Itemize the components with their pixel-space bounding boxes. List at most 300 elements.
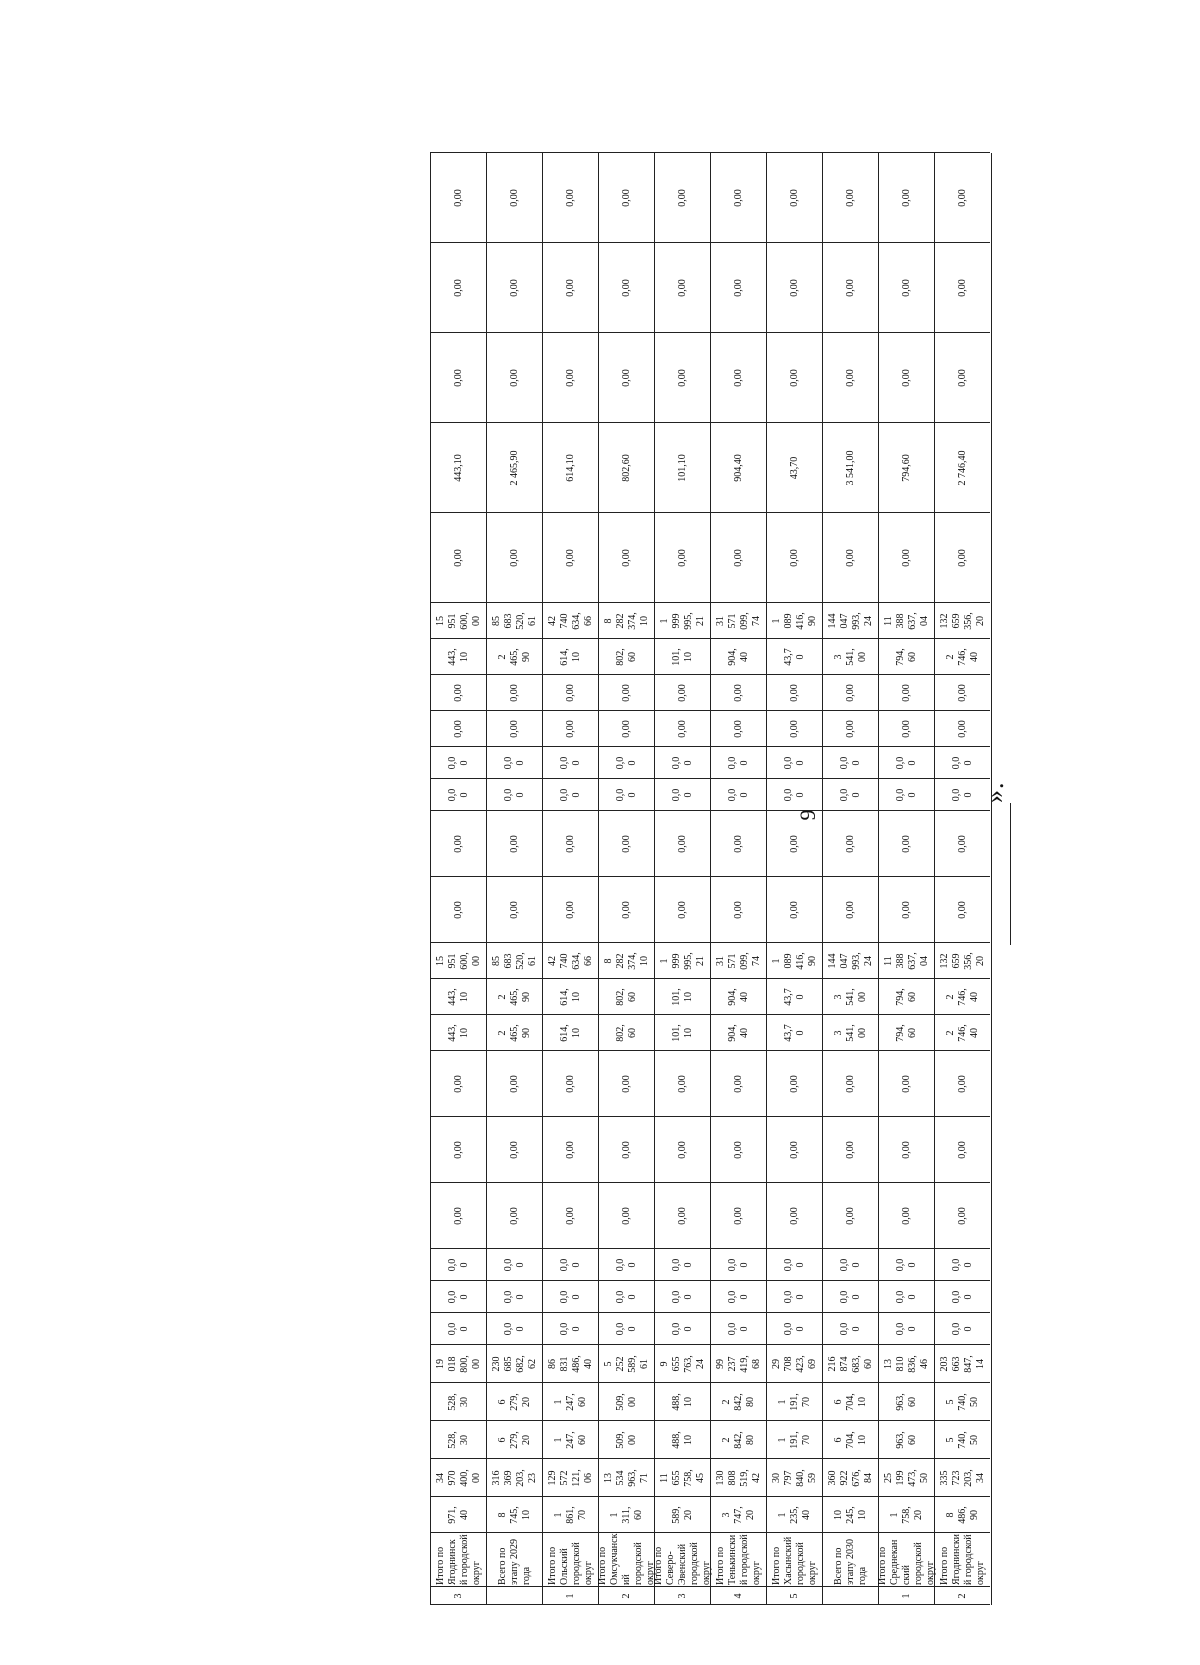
value-cell: 528, 30 (447, 1393, 470, 1411)
value-cell: 0,00 (565, 901, 576, 919)
value-cell: 0,00 (733, 369, 744, 387)
column-divider (430, 422, 990, 423)
column-divider (430, 1532, 990, 1533)
value-cell: 0,00 (789, 1207, 800, 1225)
value-cell: 0,00 (677, 549, 688, 567)
value-cell: 0,00 (789, 1141, 800, 1159)
value-cell: 316 369 203, 23 (491, 1469, 538, 1487)
value-cell: 0,00 (789, 835, 800, 853)
value-cell: 0,00 (789, 684, 800, 702)
value-cell: 6 279, 20 (497, 1431, 532, 1449)
column-divider (430, 746, 990, 747)
value-cell: 904,40 (733, 454, 744, 482)
value-cell: 0,00 (733, 1141, 744, 1159)
value-cell: 0,0 0 (783, 1290, 806, 1304)
value-cell: 1 311, 60 (609, 1506, 644, 1524)
value-cell: 528, 30 (447, 1431, 470, 1449)
value-cell: 0,00 (901, 1207, 912, 1225)
value-cell: 42 740 634, 66 (547, 612, 594, 630)
value-cell: 0,0 0 (783, 788, 806, 802)
column-divider (430, 978, 990, 979)
value-cell: 0,00 (733, 189, 744, 207)
value-cell: 0,00 (621, 901, 632, 919)
value-cell: 904, 40 (727, 648, 750, 666)
value-cell: 614, 10 (559, 648, 582, 666)
value-cell: 0,0 0 (447, 788, 470, 802)
value-cell: 0,00 (845, 720, 856, 738)
value-cell: 2 465,90 (509, 450, 520, 486)
value-cell: 42 740 634, 66 (547, 952, 594, 970)
value-cell: 2 842, 80 (721, 1431, 756, 1449)
value-cell: 802, 60 (615, 648, 638, 666)
value-cell: 0,0 0 (895, 756, 918, 770)
value-cell: 3 541,00 (845, 450, 856, 486)
row-label: Итого по Северо- Эвенский городской округ (653, 1542, 712, 1585)
value-cell: 0,0 0 (615, 788, 638, 802)
value-cell: 2 746, 40 (945, 988, 980, 1006)
row-number (823, 1587, 879, 1605)
value-cell: 0,0 0 (447, 1290, 470, 1304)
value-cell: 0,00 (677, 189, 688, 207)
value-cell: 0,00 (565, 1207, 576, 1225)
value-cell: 3 541, 00 (833, 1024, 868, 1042)
value-cell: 443, 10 (447, 1024, 470, 1042)
column-divider (430, 1280, 990, 1281)
value-cell: 10 245, 10 (833, 1506, 868, 1524)
value-cell: 31 571 099, 74 (715, 612, 762, 630)
value-cell: 0,0 0 (671, 788, 694, 802)
value-cell: 0,00 (789, 279, 800, 297)
value-cell: 0,0 0 (671, 756, 694, 770)
value-cell: 794,60 (901, 454, 912, 482)
value-cell: 1 089 416, 90 (771, 612, 818, 630)
value-cell: 802,60 (621, 454, 632, 482)
value-cell: 0,0 0 (839, 1322, 862, 1336)
value-cell: 6 704, 10 (833, 1393, 868, 1411)
value-cell: 0,0 0 (839, 756, 862, 770)
value-cell: 963, 60 (895, 1431, 918, 1449)
column-divider (430, 1420, 990, 1421)
value-cell: 0,0 0 (503, 788, 526, 802)
value-cell: 0,0 0 (503, 1258, 526, 1272)
value-cell: 99 237 419, 68 (715, 1355, 762, 1373)
column-divider (430, 1344, 990, 1345)
value-cell: 8 486, 90 (945, 1506, 980, 1524)
value-cell: 0,00 (453, 1141, 464, 1159)
row-label: Итого по Ольский городской округ (547, 1542, 594, 1585)
value-cell: 5 740, 50 (945, 1431, 980, 1449)
value-cell: 0,00 (621, 549, 632, 567)
value-cell: 1 191, 70 (777, 1431, 812, 1449)
value-cell: 0,0 0 (671, 1290, 694, 1304)
value-cell: 0,00 (453, 369, 464, 387)
value-cell: 0,00 (957, 1075, 968, 1093)
value-cell: 0,00 (789, 901, 800, 919)
column-divider (430, 1458, 990, 1459)
value-cell: 0,00 (957, 189, 968, 207)
value-cell: 0,0 0 (559, 788, 582, 802)
row-number: 3 (453, 1593, 464, 1599)
value-cell: 3 541, 00 (833, 988, 868, 1006)
column-divider (430, 332, 990, 333)
value-cell: 0,00 (509, 1075, 520, 1093)
value-cell: 0,00 (733, 720, 744, 738)
value-cell: 0,00 (453, 549, 464, 567)
column-divider (430, 1586, 990, 1587)
column-divider (430, 638, 990, 639)
value-cell: 15 951 600, 00 (435, 612, 482, 630)
value-cell: 85 683 520, 61 (491, 952, 538, 970)
value-cell: 0,00 (509, 1141, 520, 1159)
value-cell: 1 089 416, 90 (771, 952, 818, 970)
value-cell: 0,00 (901, 1141, 912, 1159)
value-cell: 794, 60 (895, 988, 918, 1006)
value-cell: 1 247, 60 (553, 1393, 588, 1411)
value-cell: 0,00 (621, 720, 632, 738)
value-cell: 802, 60 (615, 988, 638, 1006)
value-cell: 0,00 (957, 369, 968, 387)
value-cell: 0,0 0 (447, 1258, 470, 1272)
row-number: 1 (565, 1593, 576, 1599)
value-cell: 0,00 (621, 1207, 632, 1225)
value-cell: 0,00 (677, 720, 688, 738)
column-divider (430, 602, 990, 603)
value-cell: 3 747, 20 (721, 1506, 756, 1524)
value-cell: 0,00 (677, 279, 688, 297)
value-cell: 0,0 0 (503, 756, 526, 770)
value-cell: 0,0 0 (671, 1322, 694, 1336)
value-cell: 19 018 800, 00 (435, 1355, 482, 1373)
value-cell: 129 572 121, 06 (547, 1469, 594, 1487)
value-cell: 0,00 (733, 901, 744, 919)
value-cell: 8 282 374, 10 (603, 612, 650, 630)
column-divider (430, 1248, 990, 1249)
value-cell: 130 808 519, 42 (715, 1469, 762, 1487)
value-cell: 0,00 (565, 279, 576, 297)
value-cell: 132 659 356, 20 (939, 612, 986, 630)
value-cell: 8 282 374, 10 (603, 952, 650, 970)
value-cell: 0,00 (453, 684, 464, 702)
column-divider (430, 876, 990, 877)
value-cell: 43,70 (789, 456, 800, 480)
value-cell: 0,00 (677, 835, 688, 853)
value-cell: 0,0 0 (615, 1322, 638, 1336)
column-divider (430, 512, 990, 513)
value-cell: 0,00 (509, 279, 520, 297)
value-cell: 0,0 0 (727, 1290, 750, 1304)
value-cell: 802, 60 (615, 1024, 638, 1042)
value-cell: 614,10 (565, 454, 576, 482)
column-divider (430, 152, 990, 153)
value-cell: 0,00 (453, 720, 464, 738)
value-cell: 0,00 (509, 369, 520, 387)
row-label: Итого по Ягоднински й городской округ (939, 1533, 986, 1585)
column-divider (430, 1496, 990, 1497)
column-divider (430, 1604, 990, 1605)
value-cell: 101, 10 (671, 1024, 694, 1042)
column-divider (430, 1182, 990, 1183)
value-cell: 0,00 (957, 1141, 968, 1159)
value-cell: 0,00 (845, 1141, 856, 1159)
rotated-page (0, 65, 1200, 1665)
value-cell: 0,00 (565, 189, 576, 207)
value-cell: 0,00 (621, 835, 632, 853)
value-cell: 0,00 (509, 720, 520, 738)
value-cell: 0,0 0 (839, 1258, 862, 1272)
value-cell: 31 571 099, 74 (715, 952, 762, 970)
value-cell: 443,10 (453, 454, 464, 482)
value-cell: 0,00 (509, 684, 520, 702)
value-cell: 589, 20 (671, 1506, 694, 1524)
value-cell: 1 999 995, 21 (659, 612, 706, 630)
column-divider (430, 674, 990, 675)
value-cell: 0,00 (901, 549, 912, 567)
value-cell: 0,0 0 (615, 756, 638, 770)
value-cell: 0,00 (453, 1075, 464, 1093)
value-cell: 1 247, 60 (553, 1431, 588, 1449)
value-cell: 0,00 (621, 1075, 632, 1093)
value-cell: 3 541, 00 (833, 648, 868, 666)
value-cell: 0,00 (621, 279, 632, 297)
value-cell: 794, 60 (895, 648, 918, 666)
value-cell: 0,00 (677, 1075, 688, 1093)
value-cell: 144 047 993, 24 (827, 952, 874, 970)
value-cell: 0,0 0 (895, 1290, 918, 1304)
value-cell: 0,0 0 (727, 1258, 750, 1272)
value-cell: 43,7 0 (783, 648, 806, 666)
table-row (598, 153, 655, 1605)
value-cell: 0,00 (565, 835, 576, 853)
value-cell: 13 534 963, 71 (603, 1469, 650, 1487)
value-cell: 0,00 (957, 549, 968, 567)
table-row (934, 153, 992, 1605)
value-cell: 101,10 (677, 454, 688, 482)
value-cell: 0,00 (901, 189, 912, 207)
row-number: 2 (621, 1593, 632, 1599)
value-cell: 8 745, 10 (497, 1506, 532, 1524)
closing-mark: ». (980, 781, 1009, 803)
column-divider (430, 942, 990, 943)
value-cell: 2 842, 80 (721, 1393, 756, 1411)
value-cell: 794, 60 (895, 1024, 918, 1042)
value-cell: 0,00 (621, 684, 632, 702)
value-cell: 0,00 (453, 835, 464, 853)
value-cell: 0,00 (901, 279, 912, 297)
column-divider (430, 1050, 990, 1051)
value-cell: 0,0 0 (895, 1258, 918, 1272)
value-cell: 101, 10 (671, 648, 694, 666)
value-cell: 0,00 (565, 1141, 576, 1159)
value-cell: 0,00 (677, 1141, 688, 1159)
value-cell: 335 723 203, 34 (939, 1469, 986, 1487)
value-cell: 0,00 (845, 369, 856, 387)
value-cell: 0,00 (957, 684, 968, 702)
value-cell: 0,00 (509, 835, 520, 853)
value-cell: 0,0 0 (895, 788, 918, 802)
value-cell: 0,00 (733, 835, 744, 853)
value-cell: 509, 00 (615, 1393, 638, 1411)
row-label: Итого по Тенькински й городской округ (715, 1534, 762, 1585)
table-row (486, 153, 543, 1605)
value-cell: 509, 00 (615, 1431, 638, 1449)
value-cell: 0,00 (845, 549, 856, 567)
row-number: 5 (789, 1593, 800, 1599)
value-cell: 144 047 993, 24 (827, 612, 874, 630)
closing-rule (1010, 803, 1011, 945)
value-cell: 0,00 (733, 1207, 744, 1225)
value-cell: 43,7 0 (783, 1024, 806, 1042)
table-row (654, 153, 711, 1605)
value-cell: 0,00 (901, 720, 912, 738)
value-cell: 2 465, 90 (497, 648, 532, 666)
value-cell: 43,7 0 (783, 988, 806, 1006)
value-cell: 0,0 0 (951, 1258, 974, 1272)
value-cell: 1 235, 40 (777, 1506, 812, 1524)
value-cell: 360 922 676, 84 (827, 1469, 874, 1487)
value-cell: 0,00 (845, 684, 856, 702)
value-cell: 0,00 (509, 901, 520, 919)
value-cell: 0,0 0 (447, 1322, 470, 1336)
column-divider (430, 1312, 990, 1313)
value-cell: 216 874 683, 60 (827, 1355, 874, 1373)
value-cell: 0,0 0 (951, 788, 974, 802)
value-cell: 0,0 0 (503, 1290, 526, 1304)
row-label: Итого по Среднекан ский городской округ (877, 1539, 936, 1585)
row-label: Всего по этапу 2030 года (833, 1539, 868, 1585)
value-cell: 0,0 0 (839, 1290, 862, 1304)
value-cell: 904, 40 (727, 1024, 750, 1042)
row-label: Итого по Ягоднинск й городской округ (435, 1534, 482, 1585)
value-cell: 0,0 0 (951, 1322, 974, 1336)
row-number: 2 (957, 1593, 968, 1599)
value-cell: 1 999 995, 21 (659, 952, 706, 970)
value-cell: 0,00 (789, 369, 800, 387)
value-cell: 2 746,40 (957, 450, 968, 486)
value-cell: 230 685 682, 62 (491, 1355, 538, 1373)
value-cell: 0,00 (677, 684, 688, 702)
value-cell: 9 655 763, 24 (659, 1355, 706, 1373)
value-cell: 0,0 0 (671, 1258, 694, 1272)
value-cell: 0,00 (509, 549, 520, 567)
row-number: 4 (733, 1593, 744, 1599)
value-cell: 1 758, 20 (889, 1506, 924, 1524)
value-cell: 904, 40 (727, 988, 750, 1006)
value-cell: 0,00 (733, 1075, 744, 1093)
value-cell: 0,0 0 (895, 1322, 918, 1336)
value-cell: 132 659 356, 20 (939, 952, 986, 970)
value-cell: 0,00 (845, 1207, 856, 1225)
value-cell: 0,00 (621, 189, 632, 207)
value-cell: 1 861, 70 (553, 1506, 588, 1524)
value-cell: 0,0 0 (447, 756, 470, 770)
value-cell: 0,0 0 (727, 756, 750, 770)
column-divider (430, 810, 990, 811)
value-cell: 0,00 (901, 369, 912, 387)
value-cell: 0,0 0 (951, 756, 974, 770)
table-row (878, 153, 935, 1605)
page-number: 9 (795, 809, 820, 821)
value-cell: 614, 10 (559, 988, 582, 1006)
value-cell: 0,00 (509, 1207, 520, 1225)
value-cell: 0,00 (957, 279, 968, 297)
value-cell: 0,00 (901, 684, 912, 702)
value-cell: 0,00 (677, 901, 688, 919)
value-cell: 86 831 486, 40 (547, 1355, 594, 1373)
column-divider (430, 778, 990, 779)
value-cell: 443, 10 (447, 648, 470, 666)
value-cell: 0,0 0 (727, 1322, 750, 1336)
value-cell: 443, 10 (447, 988, 470, 1006)
value-cell: 0,00 (733, 549, 744, 567)
table-row (766, 153, 823, 1605)
column-divider (430, 1116, 990, 1117)
column-divider (430, 710, 990, 711)
value-cell: 614, 10 (559, 1024, 582, 1042)
value-cell: 2 465, 90 (497, 1024, 532, 1042)
value-cell: 0,0 0 (615, 1290, 638, 1304)
value-cell: 0,00 (957, 835, 968, 853)
value-cell: 29 708 423, 69 (771, 1355, 818, 1373)
value-cell: 0,00 (901, 1075, 912, 1093)
value-cell: 1 191, 70 (777, 1393, 812, 1411)
column-divider (430, 1382, 990, 1383)
value-cell: 2 746, 40 (945, 648, 980, 666)
table-row (542, 153, 599, 1605)
value-cell: 101, 10 (671, 988, 694, 1006)
value-cell: 0,00 (957, 1207, 968, 1225)
value-cell: 0,00 (957, 901, 968, 919)
row-number: 1 (901, 1593, 912, 1599)
value-cell: 0,00 (789, 189, 800, 207)
value-cell: 0,00 (733, 684, 744, 702)
value-cell: 11 655 758, 45 (659, 1469, 706, 1487)
value-cell: 0,00 (453, 1207, 464, 1225)
value-cell: 0,00 (565, 549, 576, 567)
value-cell: 0,00 (789, 1075, 800, 1093)
row-label: Итого по Хасынский городской округ (771, 1536, 818, 1585)
row-number (487, 1587, 543, 1605)
value-cell: 0,00 (621, 1141, 632, 1159)
value-cell: 203 663 847, 14 (939, 1355, 986, 1373)
value-cell: 0,0 0 (559, 1258, 582, 1272)
value-cell: 0,0 0 (783, 1258, 806, 1272)
value-cell: 0,0 0 (503, 1322, 526, 1336)
value-cell: 963, 60 (895, 1393, 918, 1411)
table-row (430, 153, 487, 1605)
value-cell: 0,0 0 (783, 756, 806, 770)
value-cell: 0,0 0 (839, 788, 862, 802)
value-cell: 971, 40 (447, 1506, 470, 1524)
value-cell: 0,00 (565, 720, 576, 738)
value-cell: 0,00 (677, 1207, 688, 1225)
value-cell: 0,00 (453, 189, 464, 207)
row-label: Всего по этапу 2029 года (497, 1539, 532, 1585)
value-cell: 0,00 (845, 1075, 856, 1093)
value-cell: 0,00 (677, 369, 688, 387)
value-cell: 0,00 (453, 901, 464, 919)
value-cell: 15 951 600, 00 (435, 952, 482, 970)
table-row (710, 153, 767, 1605)
value-cell: 0,0 0 (559, 1290, 582, 1304)
value-cell: 2 746, 40 (945, 1024, 980, 1042)
value-cell: 0,00 (621, 369, 632, 387)
row-label: Итого по Омсукчанск ий городской округ (597, 1533, 656, 1585)
value-cell: 0,0 0 (951, 1290, 974, 1304)
value-cell: 0,00 (845, 835, 856, 853)
value-cell: 5 740, 50 (945, 1393, 980, 1411)
value-cell: 0,0 0 (559, 756, 582, 770)
value-cell: 0,00 (565, 684, 576, 702)
